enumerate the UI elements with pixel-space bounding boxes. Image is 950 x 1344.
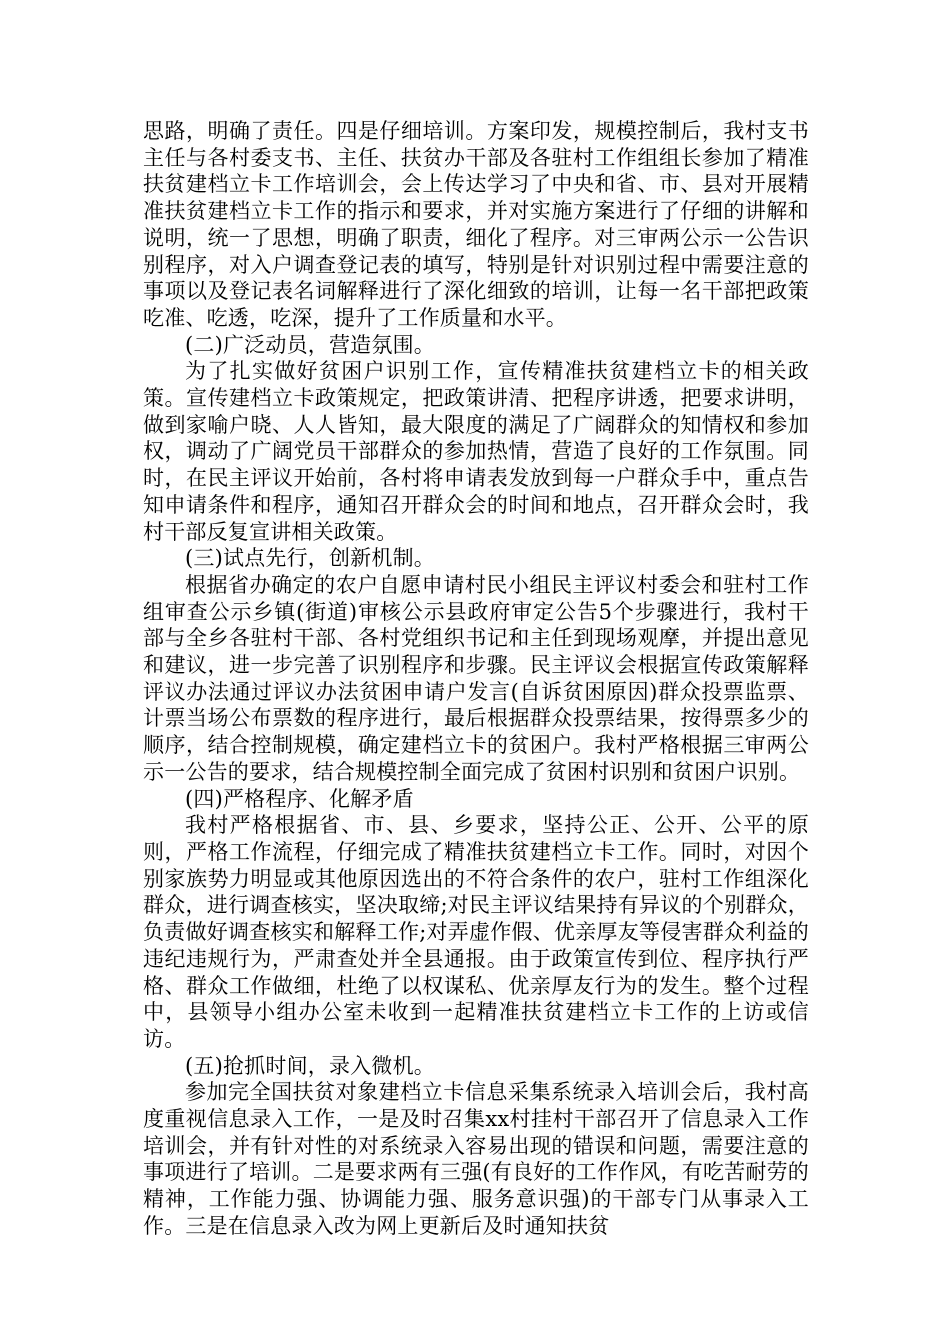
- paragraph-training: 思路，明确了责任。四是仔细培训。方案印发，规模控制后，我村支书主任与各村委支书、主任、扶贫办干部及各驻村工作组组长参加了精准扶贫建档立卡工作培训会，会上传达学习了中央和省、市、县对开展精准扶贫建档立卡工作的指示和要求，并对实施方案进行了仔细的讲解和说明，统一了思想，明确了职责，细化了程序。对三审两公示一公告识别程序，对入户调查登记表的填写，特别是针对识别过程中需要注意的事项以及登记表名词解释进行了深化细致的培训，让每一名干部把政策吃准、吃透，吃深，提升了工作质量和水平。: [143, 119, 809, 330]
- section-heading-procedure: (四)严格程序、化解矛盾: [185, 786, 414, 811]
- document-body: [143, 118, 809, 1240]
- paragraph-data-entry: 参加完全国扶贫对象建档立卡信息采集系统录入培训会后，我村高度重视信息录入工作，一是及时召集xx村挂村干部召开了信息录入工作培训会，并有针对性的对系统录入容易出现的错误和问题，需要注意的事项进行了培训。二是要求两有三强(有良好的工作作风，有吃苦耐劳的精神，工作能力强、协调能力强、服务意识强)的干部专门从事录入工作。三是在信息录入改为网上更新后及时通知扶贫: [143, 1080, 809, 1238]
- paragraph-pilot: 根据省办确定的农户自愿申请村民小组民主评议村委会和驻村工作组审查公示乡镇(街道)审核公示县政府审定公告5个步骤进行，我村干部与全乡各驻村干部、各村党组织书记和主任到现场观摩，并提出意见和建议，进一步完善了识别程序和步骤。民主评议会根据宣传政策解释评议办法通过评议办法贫困申请户发言(自诉贫困原因)群众投票监票、计票当场公布票数的程序进行，最后根据群众投票结果，按得票多少的顺序，结合控制规模，确定建档立卡的贫困户。我村严格根据三审两公示一公告的要求，结合规模控制全面完成了贫困村识别和贫困户识别。: [143, 572, 809, 784]
- paragraph-mobilization: 为了扎实做好贫困户识别工作，宣传精准扶贫建档立卡的相关政策。宣传建档立卡政策规定，把政策讲清、把程序讲透，把要求讲明，做到家喻户晓、人人皆知，最大限度的满足了广阔群众的知情权和参加权，调动了广阔党员干部群众的参加热情，营造了良好的工作氛围。同时，在民主评议开始前，各村将申请表发放到每一户群众手中，重点告知申请条件和程序，通知召开群众会的时间和地点，召开群众会时，我村干部反复宣讲相关政策。: [143, 359, 809, 544]
- section-heading-data-entry: (五)抢抓时间，录入微机。: [185, 1053, 435, 1078]
- section-heading-pilot: (三)试点先行，创新机制。: [185, 546, 435, 571]
- paragraph-procedure: 我村严格根据省、市、县、乡要求，坚持公正、公开、公平的原则，严格工作流程，仔细完成了精准扶贫建档立卡工作。同时，对因个别家族势力明显或其他原因选出的不符合条件的农户，驻村工作组深化群众，进行调查核实，坚决取缔;对民主评议结果持有异议的个别群众，负责做好调查核实和解释工作;对弄虚作假、优亲厚友等侵害群众利益的违纪违规行为，严肃查处并全县通报。由于政策宣传到位、程序执行严格、群众工作做细，杜绝了以权谋私、优亲厚友行为的发生。整个过程中，县领导小组办公室未收到一起精准扶贫建档立卡工作的上访或信访。: [143, 813, 809, 1051]
- section-heading-mobilization: (二)广泛动员，营造氛围。: [185, 332, 435, 357]
